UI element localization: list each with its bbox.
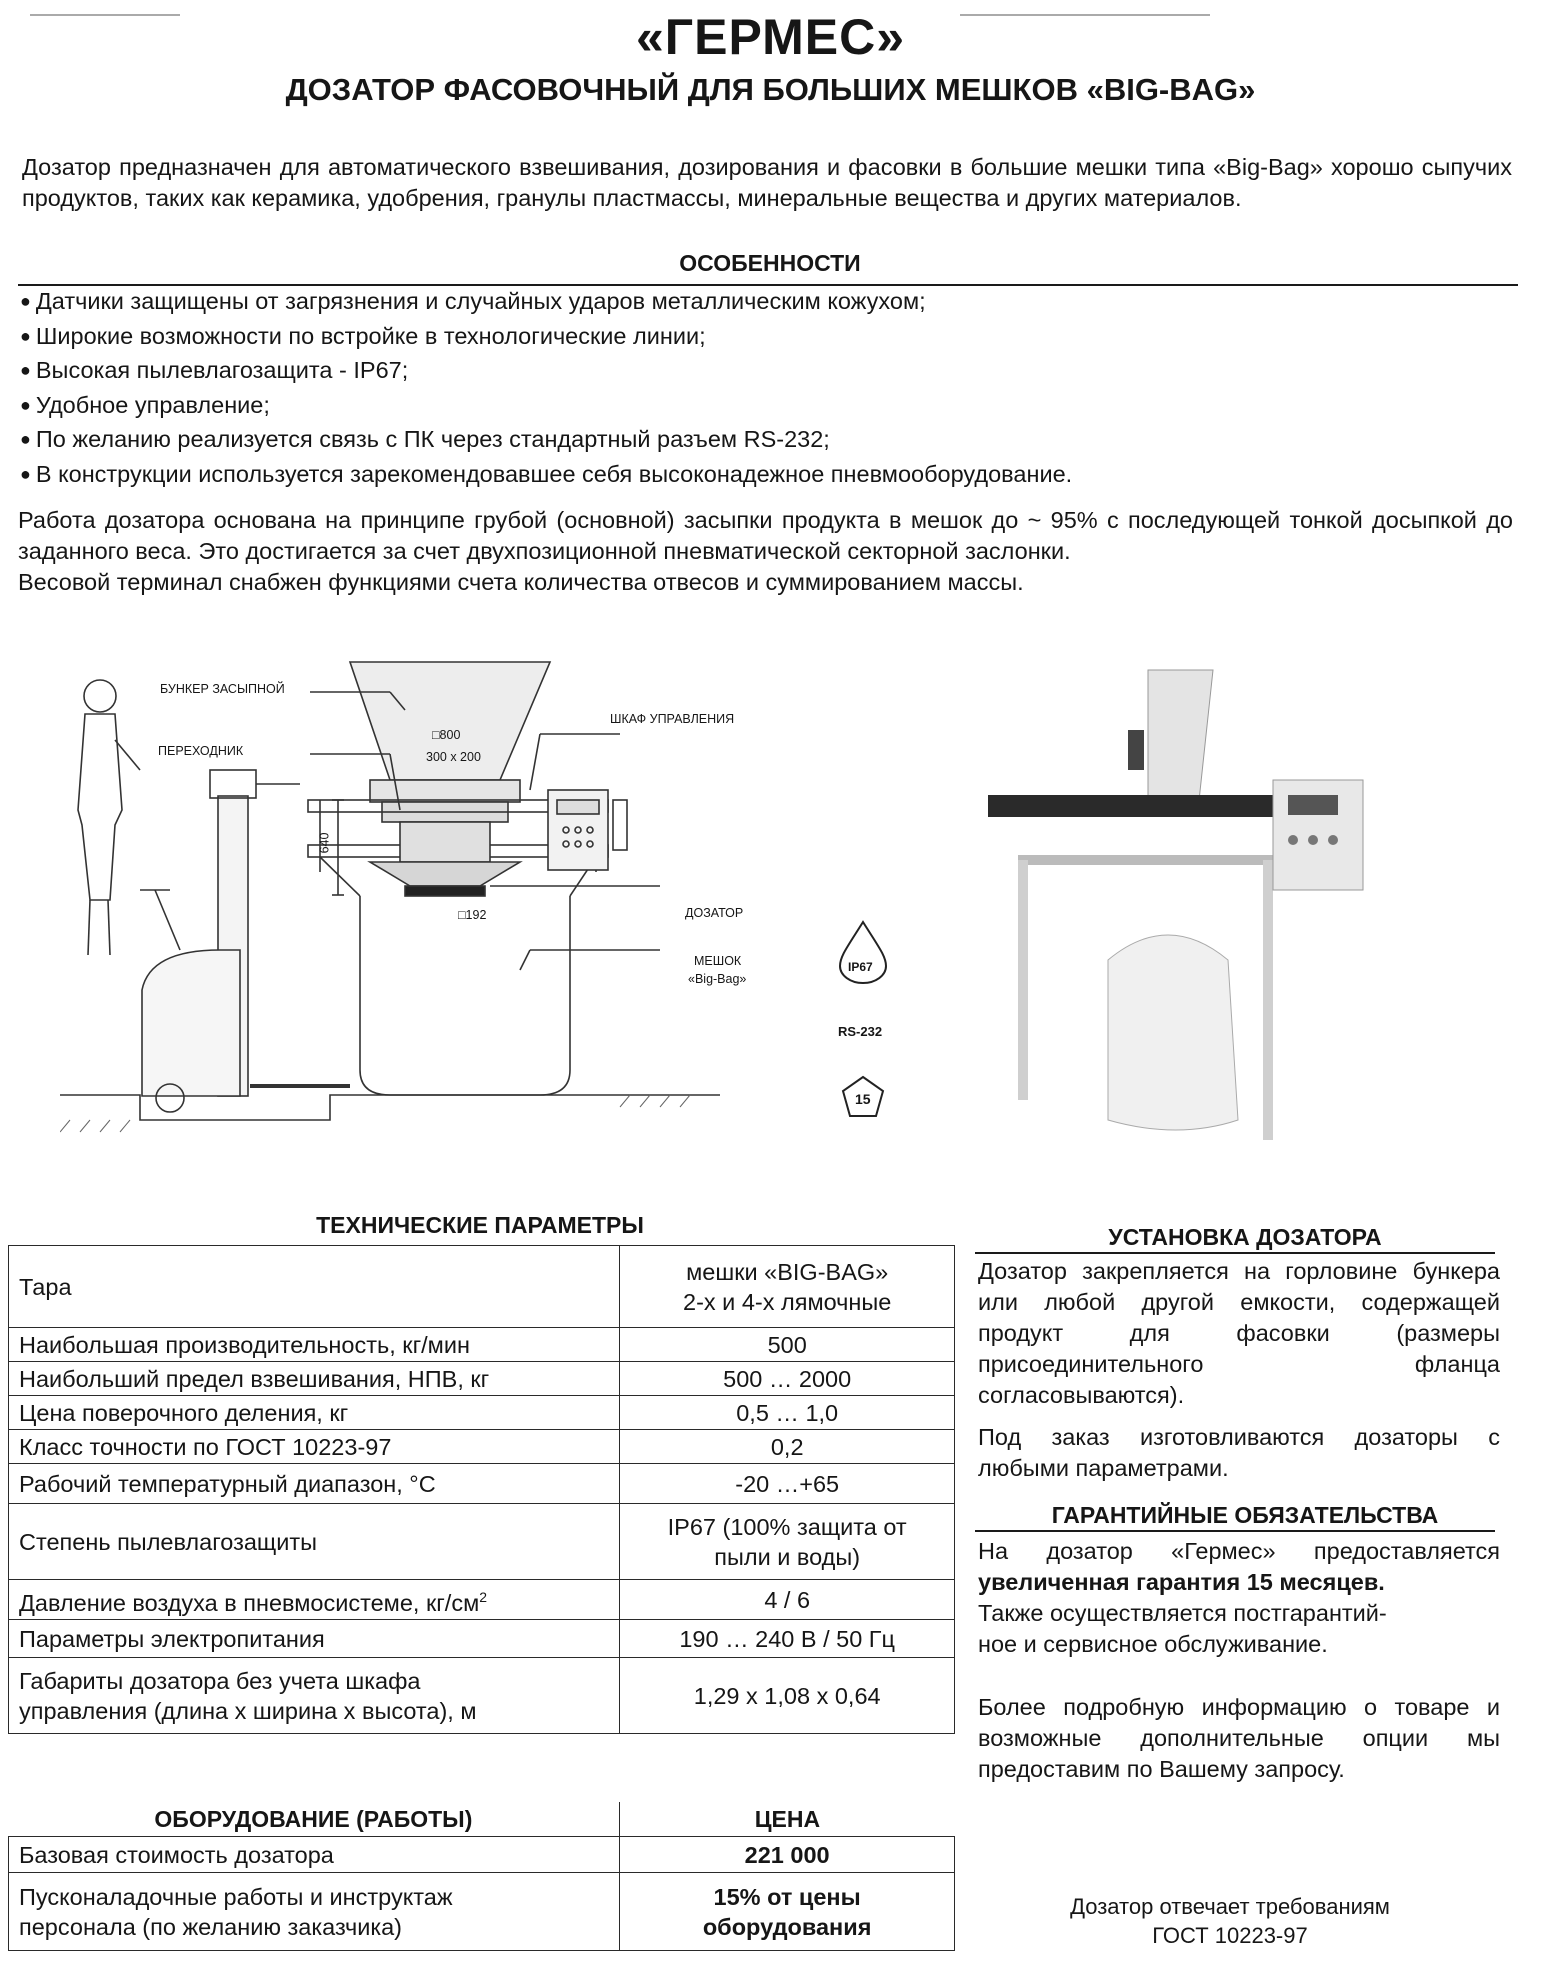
param-value: 0,5 … 1,0 xyxy=(620,1396,955,1430)
table-row xyxy=(9,1620,955,1658)
col-price: ЦЕНА xyxy=(620,1802,955,1837)
param-name: Степень пылевлагозащиты xyxy=(9,1504,620,1580)
table-row xyxy=(9,1246,955,1328)
tech-table xyxy=(8,1245,955,1734)
param-name: Давление воздуха в пневмосистеме, $кг/см^2$ xyxy=(9,1580,620,1620)
dim-height: 640 xyxy=(317,832,332,854)
pricing-table xyxy=(8,1802,955,1951)
compliance-note xyxy=(1010,1892,1450,1950)
intro-paragraph: Дозатор предназначен для автоматического взвешивания, дозирования и фасовки в большие мешки типа «Big-Bag» хорошо сыпучих продуктов, таких как керамика, удобрения, гранулы пластмассы, минеральные вещества и других материалов. xyxy=(22,154,1512,211)
param-value: 4 / 6 xyxy=(620,1580,955,1620)
param-value: IP67 (100% защита от пыли и воды) xyxy=(620,1504,955,1580)
drop-icon xyxy=(838,920,888,984)
pricing-header xyxy=(9,1802,955,1837)
warranty-line-4: ное и сервисное обслуживание. xyxy=(978,1631,1328,1657)
param-value: 1,29 х 1,08 х 0,64 xyxy=(620,1658,955,1734)
dim-outlet: □192 xyxy=(458,908,487,922)
param-value: мешки «BIG-BAG» 2-х и 4-х лямочные xyxy=(620,1246,955,1328)
dim-flange: 300 х 200 xyxy=(426,750,481,764)
feature-item: ● Датчики защищены от загрязнения и случайных ударов металлическим кожухом; xyxy=(20,285,1220,320)
table-row xyxy=(9,1430,955,1464)
label-bag-type: «Big-Bag» xyxy=(688,972,747,986)
label-bag: МЕШОК xyxy=(694,954,742,968)
param-name: Рабочий температурный диапазон, °С xyxy=(9,1464,620,1504)
param-name: Класс точности по ГОСТ 10223-97 xyxy=(9,1430,620,1464)
table-row xyxy=(9,1873,955,1951)
param-value: 190 … 240 В / 50 Гц xyxy=(620,1620,955,1658)
feature-item: ● Удобное управление; xyxy=(20,389,1220,424)
price-value: 15% от цены оборудования xyxy=(620,1873,955,1951)
dim-hopper: □800 xyxy=(432,728,461,742)
operation-paragraph: Работа дозатора основана на принципе грубой (основной) засыпки продукта в мешок до ~ 95% с последующей тонкой досыпкой до заданного веса. Это достигается за счет двухпозиционной пневматической секторной заслонки. xyxy=(18,507,1513,564)
ip67-badge xyxy=(838,920,888,984)
doser-schematic xyxy=(60,650,770,1150)
col-equipment: ОБОРУДОВАНИЕ (РАБОТЫ) xyxy=(9,1802,620,1837)
feature-item: ● Широкие возможности по встройке в технологические линии; xyxy=(20,320,1220,355)
warranty-heading: ГАРАНТИЙНЫЕ ОБЯЗАТЕЛЬСТВА xyxy=(1051,1502,1439,1528)
warranty-line-2: увеличенная гарантия 15 месяцев. xyxy=(978,1569,1385,1595)
table-row xyxy=(9,1837,955,1873)
table-row xyxy=(9,1362,955,1396)
param-name: Наибольшая производительность, кг/мин xyxy=(9,1328,620,1362)
install-text-2: Под заказ изготовливаются дозаторы с любыми параметрами. xyxy=(978,1424,1500,1481)
feature-item: ● Высокая пылевлагозащита - IP67; xyxy=(20,354,1220,389)
ip67-text: IP67 xyxy=(848,960,873,974)
install-rule xyxy=(975,1252,1495,1254)
features-heading: ОСОБЕННОСТИ xyxy=(679,250,861,276)
param-value: 500 … 2000 xyxy=(620,1362,955,1396)
table-row xyxy=(9,1464,955,1504)
param-value: 500 xyxy=(620,1328,955,1362)
warranty-line-3: Также осуществляется постгарантий- xyxy=(978,1600,1387,1626)
param-name: Параметры электропитания xyxy=(9,1620,620,1658)
compliance-line-2: ГОСТ 10223-97 xyxy=(1152,1923,1308,1948)
install-heading: УСТАНОВКА ДОЗАТОРА xyxy=(1108,1224,1382,1250)
label-doser: ДОЗАТОР xyxy=(685,906,744,920)
compliance-line-1: Дозатор отвечает требованиям xyxy=(1070,1894,1390,1919)
photo-illustration xyxy=(988,660,1368,1160)
install-text: Дозатор закрепляется на горловине бункера или любой другой емкости, содержащей продукт для фасовки (размеры присоединительного фланца согласовываются). xyxy=(978,1258,1500,1408)
table-row xyxy=(9,1658,955,1734)
feature-item: ● По желанию реализуется связь с ПК через стандартный разъем RS-232; xyxy=(20,423,1220,458)
page-title: «ГЕРМЕС» xyxy=(635,9,906,65)
table-row xyxy=(9,1328,955,1362)
warranty-rule xyxy=(975,1530,1495,1532)
table-row xyxy=(9,1580,955,1620)
table-row xyxy=(9,1396,955,1430)
rs232-badge: RS-232 xyxy=(838,1024,883,1039)
tech-heading: ТЕХНИЧЕСКИЕ ПАРАМЕТРЫ xyxy=(316,1212,644,1238)
feature-item: ● В конструкции используется зарекомендовавшее себя высоконадежное пневмооборудование. xyxy=(20,458,1220,493)
table-row xyxy=(9,1504,955,1580)
warranty-line-1: На дозатор «Гермес» предоставляется xyxy=(978,1538,1500,1564)
param-name: Цена поверочного деления, кг xyxy=(9,1396,620,1430)
param-name: Габариты дозатора без учета шкафа управления (длина х ширина х высота), м xyxy=(9,1658,620,1734)
features-list xyxy=(20,285,1220,492)
param-value: -20 …+65 xyxy=(620,1464,955,1504)
warranty-badge xyxy=(840,1074,886,1120)
label-cabinet: ШКАФ УПРАВЛЕНИЯ xyxy=(610,712,735,726)
param-name: Тара xyxy=(9,1246,620,1328)
label-adapter: ПЕРЕХОДНИК xyxy=(158,744,244,758)
terminal-paragraph: Весовой терминал снабжен функциями счета количества отвесов и суммированием массы. xyxy=(18,569,1024,595)
label-hopper: БУНКЕР ЗАСЫПНОЙ xyxy=(160,682,285,696)
more-info: Более подробную информацию о товаре и возможные дополнительные опции мы предоставим по Вашему запросу. xyxy=(978,1694,1500,1782)
param-value: 0,2 xyxy=(620,1430,955,1464)
price-value: 221 000 xyxy=(620,1837,955,1873)
warranty-number: 15 xyxy=(855,1091,871,1107)
price-item: Базовая стоимость дозатора xyxy=(9,1837,620,1873)
page-subtitle: ДОЗАТОР ФАСОВОЧНЫЙ ДЛЯ БОЛЬШИХ МЕШКОВ «BIG-BAG» xyxy=(285,72,1256,107)
price-item: Пусконаладочные работы и инструктаж персонала (по желанию заказчика) xyxy=(9,1873,620,1951)
product-photo xyxy=(988,660,1368,1160)
param-name: Наибольший предел взвешивания, НПВ, кг xyxy=(9,1362,620,1396)
